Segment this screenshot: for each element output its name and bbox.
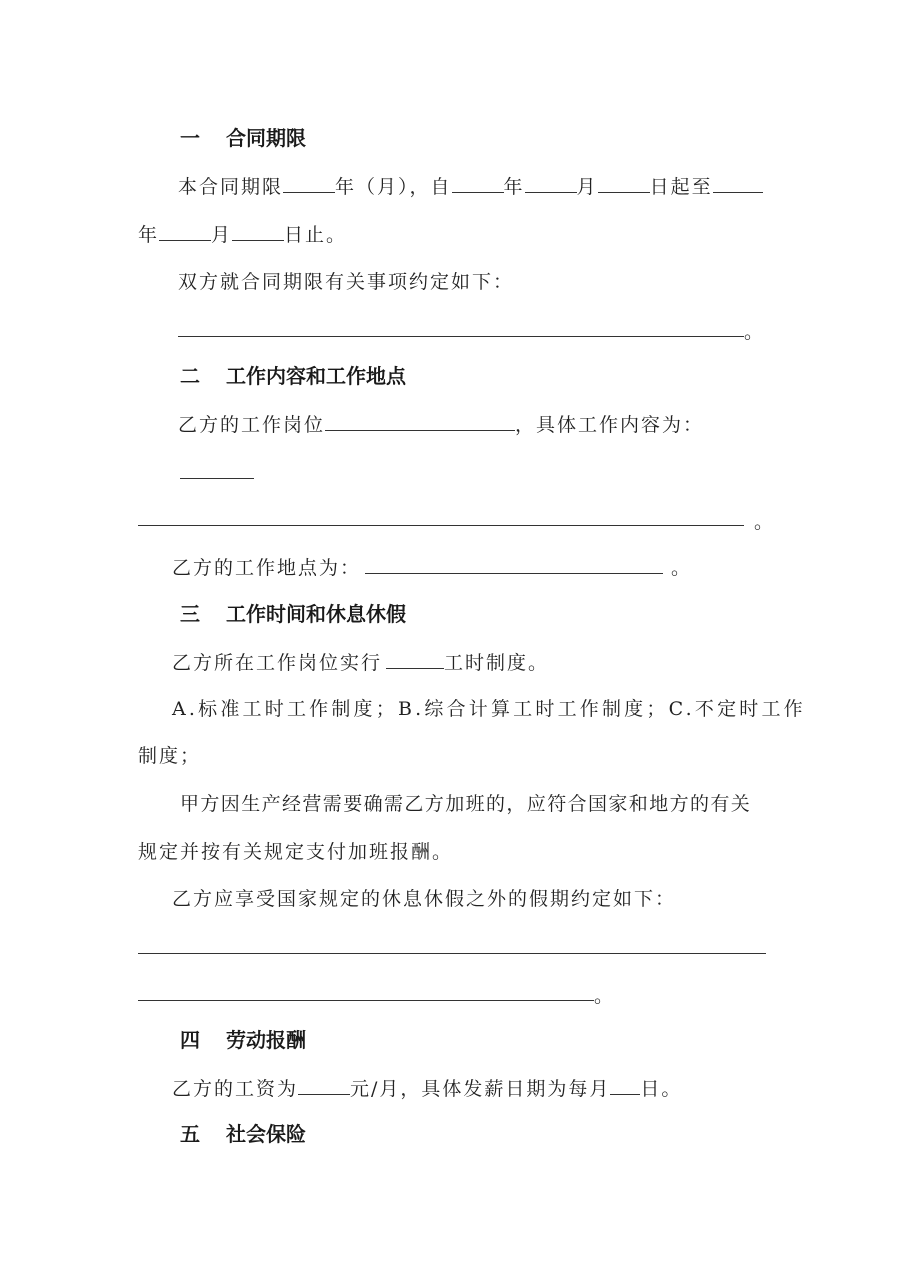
hours-system-line	[172, 650, 549, 675]
overtime-text-line-1: 甲方因生产经营需要确需乙方加班的，应符合国家和地方的有关	[180, 793, 752, 815]
year-text: 年	[138, 224, 160, 246]
work-place-line	[172, 555, 692, 580]
work-place-label: 乙方的工作地点为：	[172, 557, 362, 579]
leave-agreement-line-2[interactable]	[138, 1000, 594, 1001]
term-agreement-line[interactable]	[178, 336, 744, 337]
term-line-2	[138, 222, 347, 247]
end-day-blank[interactable]	[232, 222, 284, 241]
from-to-text: 日起至	[649, 176, 713, 198]
term-unit-text: 年（月），自	[335, 176, 452, 198]
section-title: 劳动报酬	[226, 1028, 306, 1052]
month-text: 月	[211, 224, 233, 246]
salary-label: 乙方的工资为	[172, 1078, 299, 1100]
work-content-label: ，具体工作内容为：	[515, 414, 705, 436]
work-post-line	[178, 412, 704, 437]
hours-system-text: 工时制度。	[444, 652, 550, 674]
day-text: 日。	[640, 1078, 683, 1100]
hours-options-line-2: 制度；	[138, 745, 202, 767]
section-number: 四	[180, 1028, 200, 1052]
year-text: 年	[503, 176, 525, 198]
work-content-line[interactable]	[138, 525, 744, 526]
term-label: 本合同期限	[178, 176, 284, 198]
section-number: 五	[180, 1122, 200, 1146]
section-heading-work-content	[180, 364, 406, 388]
hours-options-line-1: A.标准工时工作制度；B.综合计算工时工作制度；C.不定时工作	[172, 698, 806, 720]
work-content-line-short[interactable]	[180, 478, 254, 479]
period-mark: 。	[754, 511, 774, 533]
month-text: 月	[576, 176, 598, 198]
section-heading-remuneration	[180, 1028, 306, 1052]
end-month-blank[interactable]	[159, 222, 211, 241]
leave-text: 乙方应享受国家规定的休息休假之外的假期约定如下：	[172, 888, 677, 910]
period-mark: 。	[671, 557, 693, 579]
term-line-1	[178, 174, 763, 199]
section-title: 社会保险	[226, 1122, 306, 1146]
section-number: 三	[180, 602, 200, 626]
salary-amount-blank[interactable]	[298, 1076, 350, 1095]
section-heading-social-insurance	[180, 1122, 306, 1146]
overtime-text-line-2: 规定并按有关规定支付加班报酬。	[138, 841, 454, 863]
work-post-label: 乙方的工作岗位	[178, 414, 326, 436]
salary-line	[172, 1076, 682, 1101]
section-title: 工作内容和工作地点	[226, 364, 406, 388]
period-mark: 。	[594, 985, 614, 1007]
start-day-blank[interactable]	[598, 174, 650, 193]
section-title: 合同期限	[226, 126, 306, 150]
term-length-blank[interactable]	[283, 174, 335, 193]
term-agreement-text: 双方就合同期限有关事项约定如下：	[178, 271, 515, 293]
work-place-blank[interactable]	[365, 555, 663, 574]
section-heading-working-hours	[180, 602, 406, 626]
leave-agreement-line-1[interactable]	[138, 953, 766, 954]
section-title: 工作时间和休息休假	[226, 602, 406, 626]
hours-system-blank[interactable]	[386, 650, 444, 669]
start-month-blank[interactable]	[525, 174, 577, 193]
work-post-blank[interactable]	[325, 412, 515, 431]
hours-system-label: 乙方所在工作岗位实行	[172, 652, 383, 674]
start-year-blank[interactable]	[452, 174, 504, 193]
section-heading-term	[180, 126, 306, 150]
section-number: 一	[180, 126, 200, 150]
end-year-blank[interactable]	[713, 174, 763, 193]
period-mark: 。	[744, 321, 764, 343]
payday-blank[interactable]	[610, 1076, 640, 1095]
salary-unit-text: 元/月，具体发薪日期为每月	[350, 1078, 611, 1100]
end-text: 日止。	[284, 224, 348, 246]
section-number: 二	[180, 364, 200, 388]
